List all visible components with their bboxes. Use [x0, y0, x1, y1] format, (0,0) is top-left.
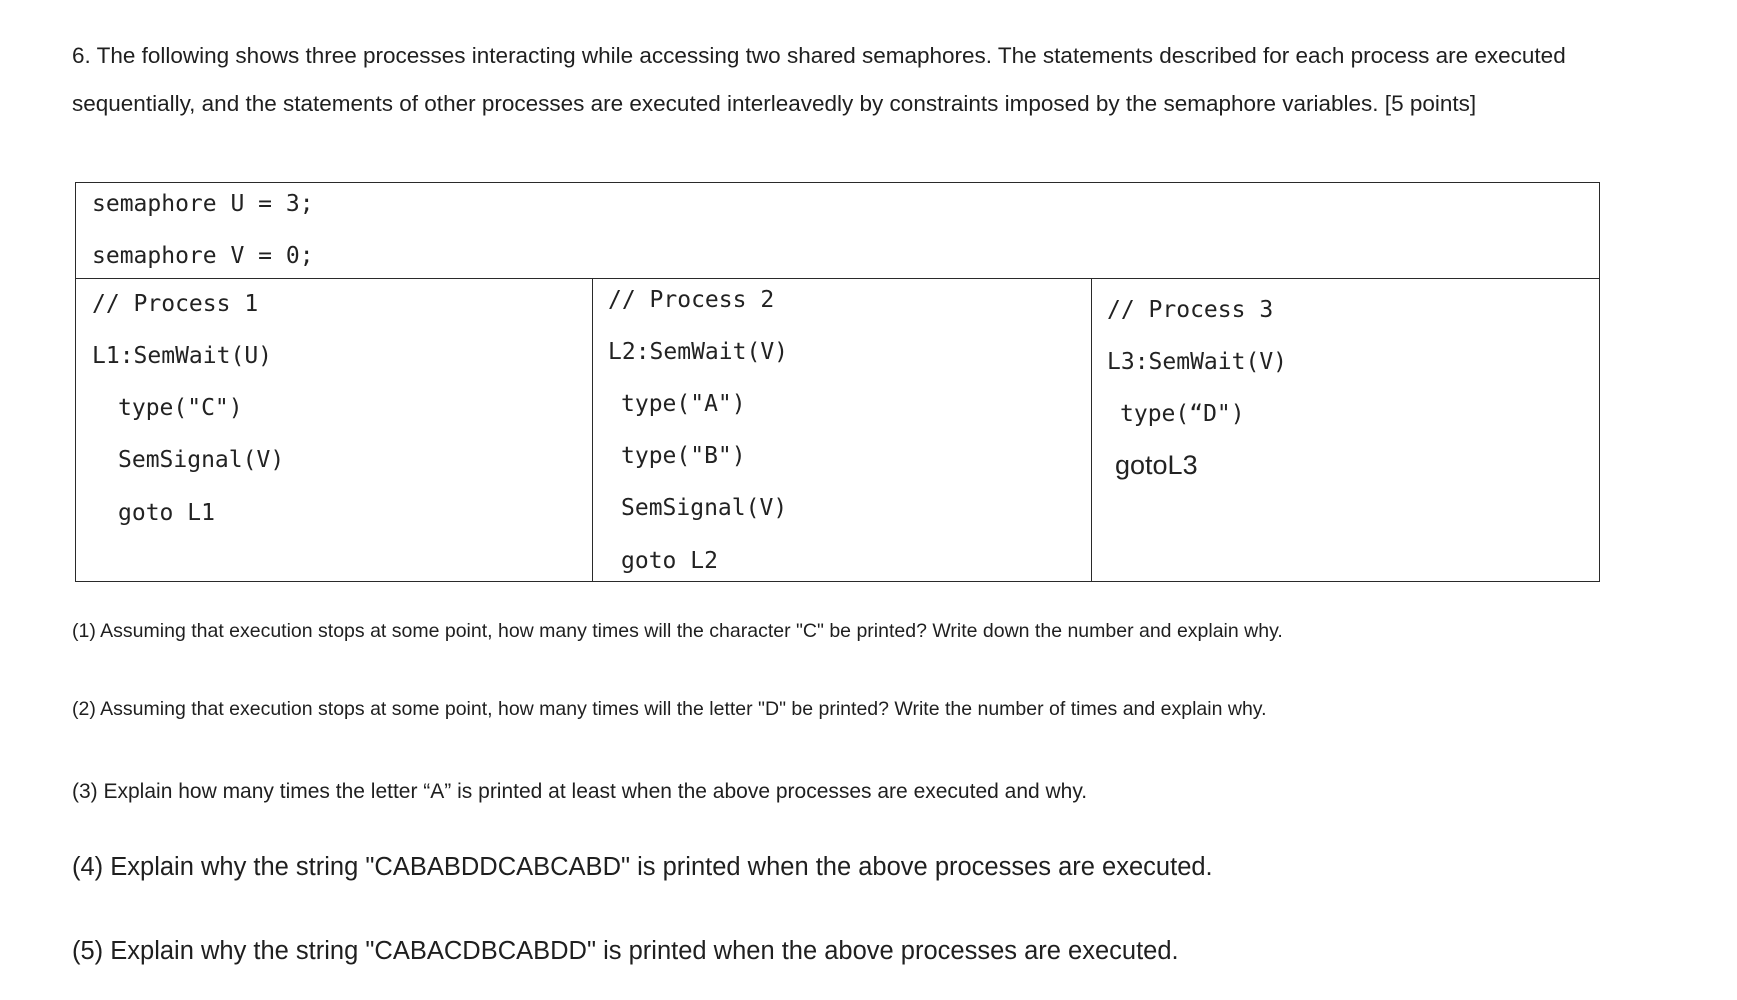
process-3-line: gotoL3	[1115, 450, 1198, 480]
problem-intro-line-1: 6. The following shows three processes interacting while accessing two shared semaphores. The statements described for each process are executed	[72, 43, 1566, 68]
process-2-line: L2:SemWait(V)	[608, 339, 789, 365]
process-1-line: L1:SemWait(U)	[92, 343, 273, 369]
process-3-column	[1092, 279, 1599, 581]
semaphore-declarations	[76, 183, 1599, 279]
question-3: (3) Explain how many times the letter “A” is printed at least when the above processes are executed and why.	[72, 780, 1088, 803]
problem-intro-line-2: sequentially, and the statements of other processes are executed interleavedly by constraints imposed by the semaphore variables. [5 points]	[72, 91, 1477, 116]
process-1-line: SemSignal(V)	[118, 447, 285, 473]
process-3-line: type(“D")	[1120, 401, 1245, 427]
process-2-column	[593, 279, 1092, 581]
declaration-v: semaphore V = 0;	[92, 243, 314, 269]
process-2-line: SemSignal(V)	[621, 495, 788, 521]
question-1: (1) Assuming that execution stops at some point, how many times will the character "C" be printed? Write down the number and explain why.	[72, 620, 1283, 642]
process-2-line: type("B")	[621, 443, 746, 469]
process-1-line: type("C")	[118, 395, 243, 421]
process-3-comment: // Process 3	[1107, 297, 1274, 323]
process-2-line: type("A")	[621, 391, 746, 417]
declaration-u: semaphore U = 3;	[92, 191, 314, 217]
process-1-line: goto L1	[118, 500, 215, 526]
problem-intro	[72, 32, 1632, 128]
question-2: (2) Assuming that execution stops at some point, how many times will the letter "D" be printed? Write the number of times and explain why.	[72, 698, 1267, 720]
question-4: (4) Explain why the string "CABABDDCABCABD" is printed when the above processes are executed.	[72, 853, 1213, 881]
process-2-line: goto L2	[621, 548, 718, 574]
process-2-comment: // Process 2	[608, 287, 775, 313]
process-1-column	[76, 279, 593, 581]
process-3-line: L3:SemWait(V)	[1107, 349, 1288, 375]
code-table	[75, 182, 1600, 582]
process-1-comment: // Process 1	[92, 291, 259, 317]
question-5: (5) Explain why the string "CABACDBCABDD" is printed when the above processes are executed.	[72, 937, 1179, 965]
